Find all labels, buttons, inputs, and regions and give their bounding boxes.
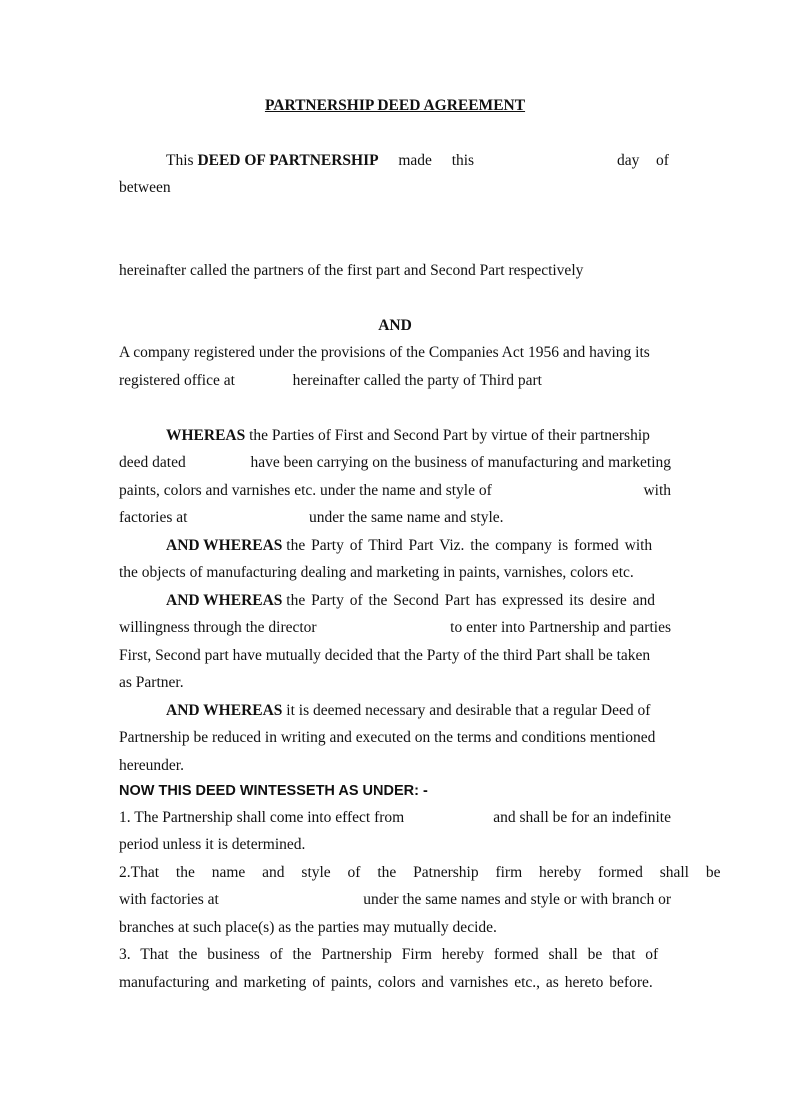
intro-between: between — [119, 179, 171, 196]
clause-1-effect-from: 1. The Partnership shall come into effect from — [119, 809, 405, 826]
company-third-part: hereinafter called the party of Third part — [292, 372, 542, 389]
document-title: PARTNERSHIP DEED AGREEMENT — [264, 97, 526, 114]
whereas4-text: it is deemed necessary and desirable that a regular Deed of — [286, 702, 651, 719]
whereas1-name-style: paints, colors and varnishes etc. under the name and style of — [119, 482, 492, 499]
intro-this: This — [166, 152, 194, 169]
whereas1-factories-at: factories at — [119, 509, 188, 526]
whereas3-text: the Party of the Second Part has expressed its desire and — [286, 592, 655, 609]
clause-2-line-1: 2.That the name and style of the Patnership firm hereby formed shall be — [119, 864, 721, 881]
intro-this2: this — [451, 152, 475, 169]
clause-3-line-2: manufacturing and marketing of paints, colors and varnishes etc., as hereto before. — [119, 974, 653, 991]
whereas1-text: the Parties of First and Second Part by virtue of their partnership — [249, 427, 650, 444]
whereas1-with: with — [643, 482, 671, 499]
clause-3-line-1: 3. That the business of the Partnership Firm hereby formed shall be that of — [119, 946, 659, 963]
whereas3-bold: AND WHEREAS — [166, 592, 283, 609]
whereas1-line-4 — [119, 508, 671, 528]
whereas3-enter-into: to enter into Partnership and parties — [450, 619, 671, 636]
whereas1-line-1 — [119, 426, 671, 446]
whereas1-bold: WHEREAS — [166, 427, 246, 444]
whereas4-line-3: hereunder. — [119, 757, 184, 774]
whereas4-bold: AND WHEREAS — [166, 702, 283, 719]
witnesseth-heading: NOW THIS DEED WINTESSETH AS UNDER: - — [119, 783, 428, 799]
whereas1-carrying-on: have been carrying on the business of manufacturing and marketing — [250, 454, 671, 471]
intro-line — [119, 151, 671, 171]
hereinafter-line: hereinafter called the partners of the first part and Second Part respectively — [119, 262, 584, 279]
company-line-2 — [119, 371, 671, 391]
whereas2-line-2: the objects of manufacturing dealing and marketing in paints, varnishes, colors etc. — [119, 564, 634, 581]
whereas3-line-2 — [119, 618, 671, 638]
intro-day: day — [617, 152, 640, 169]
clause-2-line-3: branches at such place(s) as the parties may mutually decide. — [119, 919, 497, 936]
intro-of: of — [656, 152, 669, 169]
and-heading: AND — [378, 317, 412, 334]
whereas4-line-1 — [119, 701, 671, 721]
company-office-label: registered office at — [119, 372, 235, 389]
clause-2-same-names: under the same names and style or with branch or — [363, 891, 671, 908]
whereas1-line-3 — [119, 481, 671, 501]
whereas4-line-2: Partnership be reduced in writing and executed on the terms and conditions mentioned — [119, 729, 656, 746]
whereas1-deed-dated: deed dated — [119, 454, 186, 471]
whereas1-line-2 — [119, 453, 671, 473]
whereas2-text: the Party of Third Part Viz. the company is formed with — [286, 537, 653, 554]
whereas2-line-1 — [119, 536, 671, 556]
company-text-1: A company registered under the provisions of the Companies Act 1956 and having its — [119, 344, 650, 361]
company-line-1 — [119, 343, 671, 363]
whereas2-bold: AND WHEREAS — [166, 537, 283, 554]
clause-1-line-1 — [119, 808, 671, 828]
whereas3-director: willingness through the director — [119, 619, 317, 636]
whereas3-line-3: First, Second part have mutually decided that the Party of the third Part shall be taken — [119, 647, 651, 664]
clause-2-factories-at: with factories at — [119, 891, 219, 908]
whereas1-same-name: under the same name and style. — [309, 509, 504, 526]
intro-made: made — [398, 152, 432, 169]
clause-1-indefinite: and shall be for an indefinite — [493, 809, 671, 826]
clause-2-line-2 — [119, 890, 671, 910]
intro-deed-bold: DEED OF PARTNERSHIP — [197, 152, 379, 169]
whereas3-line-4: as Partner. — [119, 674, 184, 691]
whereas3-line-1 — [119, 591, 671, 611]
clause-1-line-2: period unless it is determined. — [119, 836, 306, 853]
